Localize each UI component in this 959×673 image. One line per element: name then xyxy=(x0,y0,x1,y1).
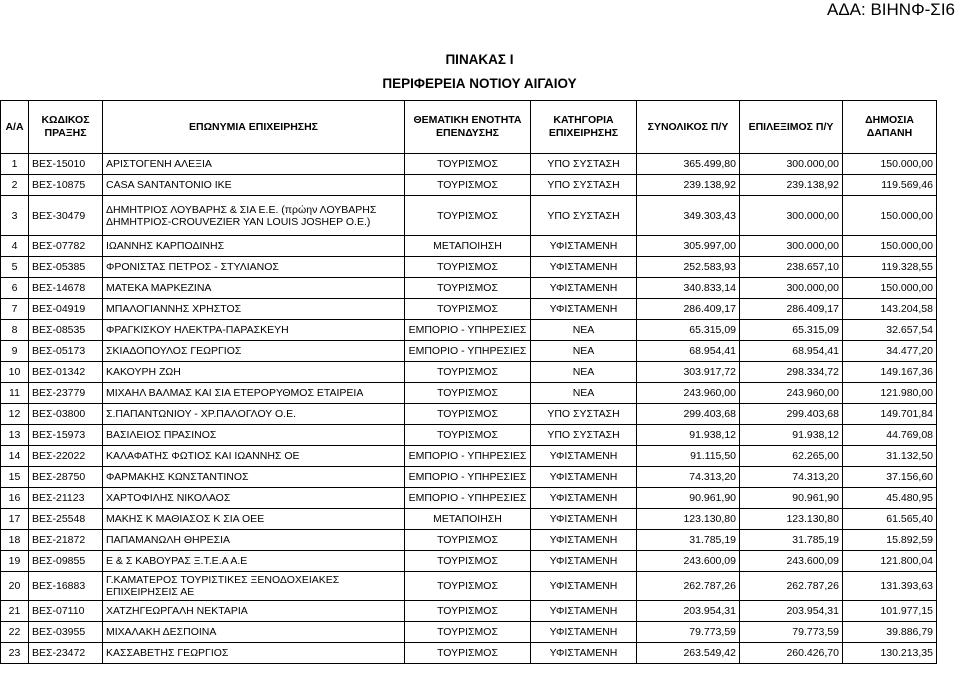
cell-category: ΥΠΟ ΣΥΣΤΑΣΗ xyxy=(531,154,637,175)
cell-total: 31.785,19 xyxy=(637,530,740,551)
cell-category: ΥΦΙΣΤΑΜΕΝΗ xyxy=(531,551,637,572)
cell-code: ΒΕΣ-16883 xyxy=(29,572,103,601)
cell-code: ΒΕΣ-21872 xyxy=(29,530,103,551)
cell-theme: ΤΟΥΡΙΣΜΟΣ xyxy=(405,175,531,196)
cell-total: 90.961,90 xyxy=(637,488,740,509)
cell-aa: 10 xyxy=(1,362,29,383)
cell-eligible: 300.000,00 xyxy=(740,196,843,236)
table-row xyxy=(1,341,937,362)
cell-code: ΒΕΣ-07782 xyxy=(29,236,103,257)
cell-code: ΒΕΣ-04919 xyxy=(29,299,103,320)
cell-aa: 16 xyxy=(1,488,29,509)
cell-eligible: 260.426,70 xyxy=(740,643,843,664)
table-row xyxy=(1,299,937,320)
header-public: ΔΗΜΟΣΙΑ ΔΑΠΑΝΗ xyxy=(843,101,937,154)
cell-name: ΦΑΡΜΑΚΗΣ ΚΩΝΣΤΑΝΤΙΝΟΣ xyxy=(103,467,405,488)
cell-total: 243.600,09 xyxy=(637,551,740,572)
cell-name: ΣΚΙΑΔΟΠΟΥΛΟΣ ΓΕΩΡΓΙΟΣ xyxy=(103,341,405,362)
table-title: ΠΙΝΑΚΑΣ Ι xyxy=(445,52,514,67)
cell-eligible: 31.785,19 xyxy=(740,530,843,551)
cell-aa: 2 xyxy=(1,175,29,196)
cell-name: ΒΑΣΙΛΕΙΟΣ ΠΡΑΣΙΝΟΣ xyxy=(103,425,405,446)
cell-total: 91.938,12 xyxy=(637,425,740,446)
cell-theme: ΤΟΥΡΙΣΜΟΣ xyxy=(405,196,531,236)
header-category: ΚΑΤΗΓΟΡΙΑ ΕΠΙΧΕΙΡΗΣΗΣ xyxy=(531,101,637,154)
cell-theme: ΜΕΤΑΠΟΙΗΣΗ xyxy=(405,236,531,257)
cell-theme: ΤΟΥΡΙΣΜΟΣ xyxy=(405,278,531,299)
cell-category: ΥΠΟ ΣΥΣΤΑΣΗ xyxy=(531,425,637,446)
cell-aa: 9 xyxy=(1,341,29,362)
cell-eligible: 299.403,68 xyxy=(740,404,843,425)
cell-theme: ΕΜΠΟΡΙΟ - ΥΠΗΡΕΣΙΕΣ xyxy=(405,446,531,467)
cell-total: 91.115,50 xyxy=(637,446,740,467)
cell-code: ΒΕΣ-07110 xyxy=(29,601,103,622)
cell-category: ΥΦΙΣΤΑΜΕΝΗ xyxy=(531,488,637,509)
cell-eligible: 203.954,31 xyxy=(740,601,843,622)
table-row xyxy=(1,601,937,622)
cell-category: ΝΕΑ xyxy=(531,362,637,383)
table-row xyxy=(1,622,937,643)
cell-public: 121.980,00 xyxy=(843,383,937,404)
cell-code: ΒΕΣ-23472 xyxy=(29,643,103,664)
table-row xyxy=(1,320,937,341)
cell-category: ΥΦΙΣΤΑΜΕΝΗ xyxy=(531,467,637,488)
cell-theme: ΕΜΠΟΡΙΟ - ΥΠΗΡΕΣΙΕΣ xyxy=(405,341,531,362)
cell-total: 68.954,41 xyxy=(637,341,740,362)
cell-name: ΠΑΠΑΜΑΝΩΛΗ ΘΗΡΕΣΙΑ xyxy=(103,530,405,551)
cell-theme: ΤΟΥΡΙΣΜΟΣ xyxy=(405,551,531,572)
cell-theme: ΤΟΥΡΙΣΜΟΣ xyxy=(405,425,531,446)
cell-public: 121.800,04 xyxy=(843,551,937,572)
cell-eligible: 62.265,00 xyxy=(740,446,843,467)
table-row xyxy=(1,362,937,383)
cell-total: 243.960,00 xyxy=(637,383,740,404)
table-row xyxy=(1,236,937,257)
cell-eligible: 243.600,09 xyxy=(740,551,843,572)
header-code: ΚΩΔΙΚΟΣ ΠΡΑΞΗΣ xyxy=(29,101,103,154)
cell-public: 45.480,95 xyxy=(843,488,937,509)
cell-theme: ΤΟΥΡΙΣΜΟΣ xyxy=(405,383,531,404)
cell-theme: ΤΟΥΡΙΣΜΟΣ xyxy=(405,257,531,278)
cell-eligible: 300.000,00 xyxy=(740,236,843,257)
table-row xyxy=(1,572,937,601)
cell-eligible: 79.773,59 xyxy=(740,622,843,643)
cell-aa: 8 xyxy=(1,320,29,341)
cell-total: 252.583,93 xyxy=(637,257,740,278)
cell-eligible: 65.315,09 xyxy=(740,320,843,341)
cell-code: ΒΕΣ-15973 xyxy=(29,425,103,446)
cell-theme: ΤΟΥΡΙΣΜΟΣ xyxy=(405,572,531,601)
cell-theme: ΤΟΥΡΙΣΜΟΣ xyxy=(405,404,531,425)
cell-public: 119.328,55 xyxy=(843,257,937,278)
cell-total: 239.138,92 xyxy=(637,175,740,196)
table-row xyxy=(1,643,937,664)
cell-eligible: 90.961,90 xyxy=(740,488,843,509)
cell-name: ΚΑΚΟΥΡΗ ΖΩΗ xyxy=(103,362,405,383)
cell-code: ΒΕΣ-15010 xyxy=(29,154,103,175)
cell-category: ΥΦΙΣΤΑΜΕΝΗ xyxy=(531,446,637,467)
cell-public: 34.477,20 xyxy=(843,341,937,362)
cell-total: 365.499,80 xyxy=(637,154,740,175)
cell-public: 143.204,58 xyxy=(843,299,937,320)
cell-code: ΒΕΣ-30479 xyxy=(29,196,103,236)
cell-public: 61.565,40 xyxy=(843,509,937,530)
cell-name: ΧΑΡΤΟΦΙΛΗΣ ΝΙΚΟΛΑΟΣ xyxy=(103,488,405,509)
cell-theme: ΜΕΤΑΠΟΙΗΣΗ xyxy=(405,509,531,530)
table-row xyxy=(1,257,937,278)
cell-category: ΥΦΙΣΤΑΜΕΝΗ xyxy=(531,643,637,664)
cell-total: 262.787,26 xyxy=(637,572,740,601)
cell-name: ΜΑΚΗΣ Κ ΜΑΘΙΑΣΟΣ Κ ΣΙΑ ΟΕΕ xyxy=(103,509,405,530)
header-name: ΕΠΩΝΥΜΙΑ ΕΠΙΧΕΙΡΗΣΗΣ xyxy=(103,101,405,154)
cell-public: 131.393,63 xyxy=(843,572,937,601)
cell-aa: 14 xyxy=(1,446,29,467)
cell-code: ΒΕΣ-05173 xyxy=(29,341,103,362)
cell-aa: 19 xyxy=(1,551,29,572)
cell-aa: 18 xyxy=(1,530,29,551)
cell-eligible: 300.000,00 xyxy=(740,154,843,175)
table-row xyxy=(1,154,937,175)
cell-category: ΝΕΑ xyxy=(531,383,637,404)
cell-public: 150.000,00 xyxy=(843,154,937,175)
cell-aa: 23 xyxy=(1,643,29,664)
cell-total: 303.917,72 xyxy=(637,362,740,383)
table-row xyxy=(1,383,937,404)
cell-eligible: 74.313,20 xyxy=(740,467,843,488)
cell-eligible: 123.130,80 xyxy=(740,509,843,530)
cell-aa: 4 xyxy=(1,236,29,257)
cell-theme: ΕΜΠΟΡΙΟ - ΥΠΗΡΕΣΙΕΣ xyxy=(405,320,531,341)
cell-public: 37.156,60 xyxy=(843,467,937,488)
cell-aa: 6 xyxy=(1,278,29,299)
cell-theme: ΕΜΠΟΡΙΟ - ΥΠΗΡΕΣΙΕΣ xyxy=(405,488,531,509)
cell-total: 299.403,68 xyxy=(637,404,740,425)
ada-stamp: ΑΔΑ: ΒΙΗΝΦ-ΣΙ6 xyxy=(826,0,955,19)
cell-category: ΥΠΟ ΣΥΣΤΑΣΗ xyxy=(531,404,637,425)
cell-aa: 15 xyxy=(1,467,29,488)
cell-category: ΥΦΙΣΤΑΜΕΝΗ xyxy=(531,601,637,622)
header-aa: Α/Α xyxy=(1,101,29,154)
beneficiaries-table xyxy=(0,100,937,664)
cell-public: 44.769,08 xyxy=(843,425,937,446)
region-subtitle: ΠΕΡΙΦΕΡΕΙΑ ΝΟΤΙΟΥ ΑΙΓΑΙΟΥ xyxy=(382,76,577,91)
cell-theme: ΤΟΥΡΙΣΜΟΣ xyxy=(405,622,531,643)
cell-public: 119.569,46 xyxy=(843,175,937,196)
cell-theme: ΤΟΥΡΙΣΜΟΣ xyxy=(405,362,531,383)
cell-name: ΚΑΣΣΑΒΕΤΗΣ ΓΕΩΡΓΙΟΣ xyxy=(103,643,405,664)
cell-theme: ΤΟΥΡΙΣΜΟΣ xyxy=(405,643,531,664)
cell-name: ΜΙΧΑΛΑΚΗ ΔΕΣΠΟΙΝΑ xyxy=(103,622,405,643)
cell-total: 286.409,17 xyxy=(637,299,740,320)
cell-total: 305.997,00 xyxy=(637,236,740,257)
cell-eligible: 239.138,92 xyxy=(740,175,843,196)
cell-category: ΥΦΙΣΤΑΜΕΝΗ xyxy=(531,299,637,320)
cell-total: 349.303,43 xyxy=(637,196,740,236)
header-row xyxy=(1,101,937,154)
cell-code: ΒΕΣ-03955 xyxy=(29,622,103,643)
cell-code: ΒΕΣ-08535 xyxy=(29,320,103,341)
cell-aa: 3 xyxy=(1,196,29,236)
cell-aa: 11 xyxy=(1,383,29,404)
cell-eligible: 68.954,41 xyxy=(740,341,843,362)
cell-category: ΥΦΙΣΤΑΜΕΝΗ xyxy=(531,278,637,299)
cell-public: 15.892,59 xyxy=(843,530,937,551)
table-row xyxy=(1,446,937,467)
cell-public: 130.213,35 xyxy=(843,643,937,664)
cell-code: ΒΕΣ-25548 xyxy=(29,509,103,530)
cell-aa: 21 xyxy=(1,601,29,622)
cell-aa: 13 xyxy=(1,425,29,446)
cell-name: Γ.ΚΑΜΑΤΕΡΟΣ ΤΟΥΡΙΣΤΙΚΕΣ ΞΕΝΟΔΟΧΕΙΑΚΕΣ ΕΠΙΧΕΙΡΗΣΕΙΣ ΑΕ xyxy=(103,572,405,601)
cell-code: ΒΕΣ-14678 xyxy=(29,278,103,299)
cell-total: 340.833,14 xyxy=(637,278,740,299)
cell-aa: 7 xyxy=(1,299,29,320)
cell-code: ΒΕΣ-21123 xyxy=(29,488,103,509)
cell-public: 150.000,00 xyxy=(843,278,937,299)
cell-theme: ΤΟΥΡΙΣΜΟΣ xyxy=(405,299,531,320)
cell-eligible: 243.960,00 xyxy=(740,383,843,404)
cell-eligible: 286.409,17 xyxy=(740,299,843,320)
header-eligible: ΕΠΙΛΕΞΙΜΟΣ Π/Υ xyxy=(740,101,843,154)
table-row xyxy=(1,425,937,446)
cell-name: ΑΡΙΣΤΟΓΕΝΗ ΑΛΕΞΙΑ xyxy=(103,154,405,175)
cell-name: ΦΡΟΝΙΣΤΑΣ ΠΕΤΡΟΣ - ΣΤΥΛΙΑΝΟΣ xyxy=(103,257,405,278)
cell-total: 79.773,59 xyxy=(637,622,740,643)
cell-public: 39.886,79 xyxy=(843,622,937,643)
cell-name: ΜΙΧΑΗΛ ΒΑΛΜΑΣ ΚΑΙ ΣΙΑ ΕΤΕΡΟΡΥΘΜΟΣ ΕΤΑΙΡΕΙΑ xyxy=(103,383,405,404)
cell-name: ΜΑΤΕΚΑ ΜΑΡΚΕΖΙΝΑ xyxy=(103,278,405,299)
cell-name: Ε & Σ ΚΑΒΟΥΡΑΣ Ξ.Τ.Ε.Α Α.Ε xyxy=(103,551,405,572)
table-row xyxy=(1,196,937,236)
cell-theme: ΤΟΥΡΙΣΜΟΣ xyxy=(405,601,531,622)
table-row xyxy=(1,467,937,488)
table-row xyxy=(1,488,937,509)
cell-category: ΝΕΑ xyxy=(531,341,637,362)
cell-eligible: 238.657,10 xyxy=(740,257,843,278)
cell-total: 203.954,31 xyxy=(637,601,740,622)
cell-theme: ΤΟΥΡΙΣΜΟΣ xyxy=(405,530,531,551)
cell-code: ΒΕΣ-05385 xyxy=(29,257,103,278)
cell-code: ΒΕΣ-22022 xyxy=(29,446,103,467)
table-row xyxy=(1,551,937,572)
cell-aa: 5 xyxy=(1,257,29,278)
cell-category: ΥΠΟ ΣΥΣΤΑΣΗ xyxy=(531,196,637,236)
cell-code: ΒΕΣ-10875 xyxy=(29,175,103,196)
cell-name: Σ.ΠΑΠΑΝΤΩΝΙΟΥ - ΧΡ.ΠΑΛΟΓΛΟΥ Ο.Ε. xyxy=(103,404,405,425)
cell-public: 149.167,36 xyxy=(843,362,937,383)
cell-category: ΥΠΟ ΣΥΣΤΑΣΗ xyxy=(531,175,637,196)
table-row xyxy=(1,404,937,425)
cell-eligible: 91.938,12 xyxy=(740,425,843,446)
cell-aa: 22 xyxy=(1,622,29,643)
cell-total: 74.313,20 xyxy=(637,467,740,488)
table-row xyxy=(1,509,937,530)
cell-code: ΒΕΣ-09855 xyxy=(29,551,103,572)
cell-category: ΥΦΙΣΤΑΜΕΝΗ xyxy=(531,236,637,257)
cell-total: 123.130,80 xyxy=(637,509,740,530)
cell-total: 65.315,09 xyxy=(637,320,740,341)
table-row xyxy=(1,175,937,196)
cell-total: 263.549,42 xyxy=(637,643,740,664)
cell-aa: 1 xyxy=(1,154,29,175)
cell-public: 101.977,15 xyxy=(843,601,937,622)
header-total: ΣΥΝΟΛΙΚΟΣ Π/Υ xyxy=(637,101,740,154)
cell-eligible: 300.000,00 xyxy=(740,278,843,299)
table-row xyxy=(1,278,937,299)
cell-theme: ΤΟΥΡΙΣΜΟΣ xyxy=(405,154,531,175)
cell-category: ΝΕΑ xyxy=(531,320,637,341)
cell-name: ΔΗΜΗΤΡΙΟΣ ΛΟΥΒΑΡΗΣ & ΣΙΑ Ε.Ε. (πρώην ΛΟΥΒΑΡΗΣ ΔΗΜΗΤΡΙΟΣ-CROUVEZIER YAN LOUIS JOSHEP O.E.) xyxy=(103,196,405,236)
cell-category: ΥΦΙΣΤΑΜΕΝΗ xyxy=(531,572,637,601)
cell-aa: 20 xyxy=(1,572,29,601)
cell-category: ΥΦΙΣΤΑΜΕΝΗ xyxy=(531,257,637,278)
cell-theme: ΕΜΠΟΡΙΟ - ΥΠΗΡΕΣΙΕΣ xyxy=(405,467,531,488)
cell-category: ΥΦΙΣΤΑΜΕΝΗ xyxy=(531,622,637,643)
cell-public: 150.000,00 xyxy=(843,196,937,236)
cell-eligible: 262.787,26 xyxy=(740,572,843,601)
cell-public: 150.000,00 xyxy=(843,236,937,257)
header-theme: ΘΕΜΑΤΙΚΗ ΕΝΟΤΗΤΑ ΕΠΕΝΔΥΣΗΣ xyxy=(405,101,531,154)
cell-name: ΙΩΑΝΝΗΣ ΚΑΡΠΟΔΙΝΗΣ xyxy=(103,236,405,257)
cell-eligible: 298.334,72 xyxy=(740,362,843,383)
cell-name: ΧΑΤΖΗΓΕΩΡΓΑΛΗ ΝΕΚΤΑΡΙΑ xyxy=(103,601,405,622)
cell-category: ΥΦΙΣΤΑΜΕΝΗ xyxy=(531,509,637,530)
cell-aa: 12 xyxy=(1,404,29,425)
cell-public: 31.132,50 xyxy=(843,446,937,467)
cell-public: 32.657,54 xyxy=(843,320,937,341)
cell-aa: 17 xyxy=(1,509,29,530)
cell-name: ΜΠΑΛΟΓΙΑΝΝΗΣ ΧΡΗΣΤΟΣ xyxy=(103,299,405,320)
cell-code: ΒΕΣ-23779 xyxy=(29,383,103,404)
cell-code: ΒΕΣ-03800 xyxy=(29,404,103,425)
cell-category: ΥΦΙΣΤΑΜΕΝΗ xyxy=(531,530,637,551)
cell-code: ΒΕΣ-01342 xyxy=(29,362,103,383)
cell-name: CASA SANTANTONIO ΙΚΕ xyxy=(103,175,405,196)
table-row xyxy=(1,530,937,551)
cell-code: ΒΕΣ-28750 xyxy=(29,467,103,488)
cell-public: 149.701,84 xyxy=(843,404,937,425)
cell-name: ΦΡΑΓΚΙΣΚΟΥ ΗΛΕΚΤΡΑ-ΠΑΡΑΣΚΕΥΗ xyxy=(103,320,405,341)
cell-name: ΚΑΛΑΦΑΤΗΣ ΦΩΤΙΟΣ ΚΑΙ ΙΩΑΝΝΗΣ ΟΕ xyxy=(103,446,405,467)
